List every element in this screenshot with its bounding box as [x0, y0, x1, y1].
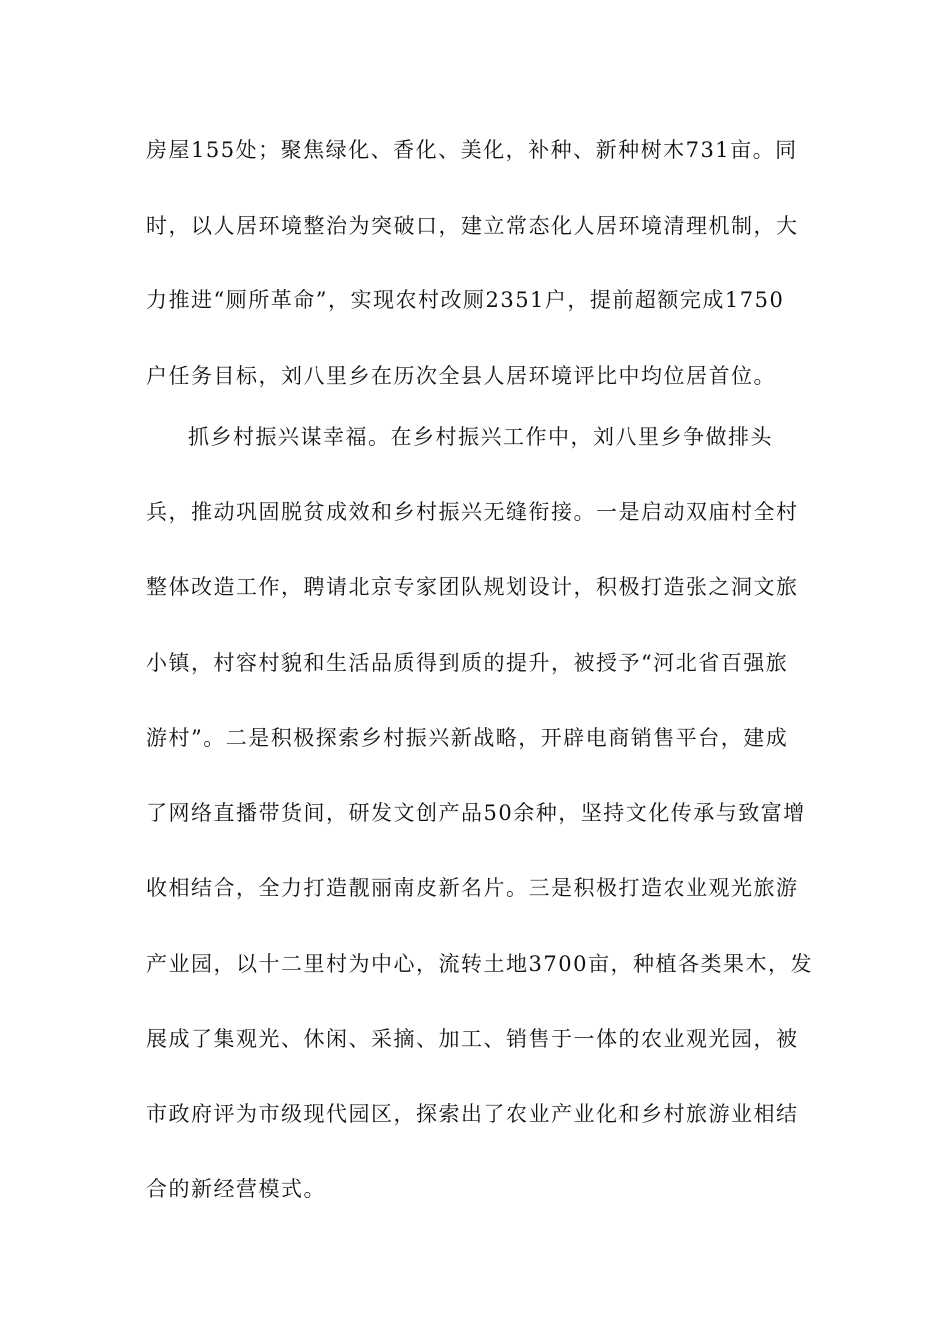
paragraph-line: 力推进“厕所革命”，实现农村改厕2351户，提前超额完成1750: [146, 288, 785, 312]
paragraph-line: 房屋155处；聚焦绿化、香化、美化，补种、新种树木731亩。同: [146, 138, 798, 162]
paragraph-line-indented: 抓乡村振兴谋幸福。在乡村振兴工作中，刘八里乡争做排头: [188, 425, 773, 449]
paragraph-line: 整体改造工作，聘请北京专家团队规划设计，积极打造张之洞文旅: [146, 575, 799, 599]
paragraph-line: 产业园，以十二里村为中心，流转土地3700亩，种植各类果木，发: [146, 952, 813, 976]
paragraph-line: 小镇，村容村貌和生活品质得到质的提升，被授予“河北省百强旅: [146, 651, 789, 675]
paragraph-line: 游村”。二是积极探索乡村振兴新战略，开辟电商销售平台，建成: [146, 726, 789, 750]
paragraph-line: 收相结合，全力打造靓丽南皮新名片。三是积极打造农业观光旅游: [146, 876, 799, 900]
paragraph-line: 兵，推动巩固脱贫成效和乡村振兴无缝衔接。一是启动双庙村全村: [146, 500, 799, 524]
paragraph-line: 了网络直播带货间，研发文创产品50余种，坚持文化传承与致富增: [146, 801, 806, 825]
paragraph-line: 时，以人居环境整治为突破口，建立常态化人居环境清理机制，大: [146, 214, 799, 238]
paragraph-line: 市政府评为市级现代园区，探索出了农业产业化和乡村旅游业相结: [146, 1102, 799, 1126]
paragraph-line: 展成了集观光、休闲、采摘、加工、销售于一体的农业观光园，被: [146, 1027, 799, 1051]
paragraph-line: 户任务目标，刘八里乡在历次全县人居环境评比中均位居首位。: [146, 364, 776, 388]
paragraph-line: 合的新经营模式。: [146, 1177, 326, 1201]
